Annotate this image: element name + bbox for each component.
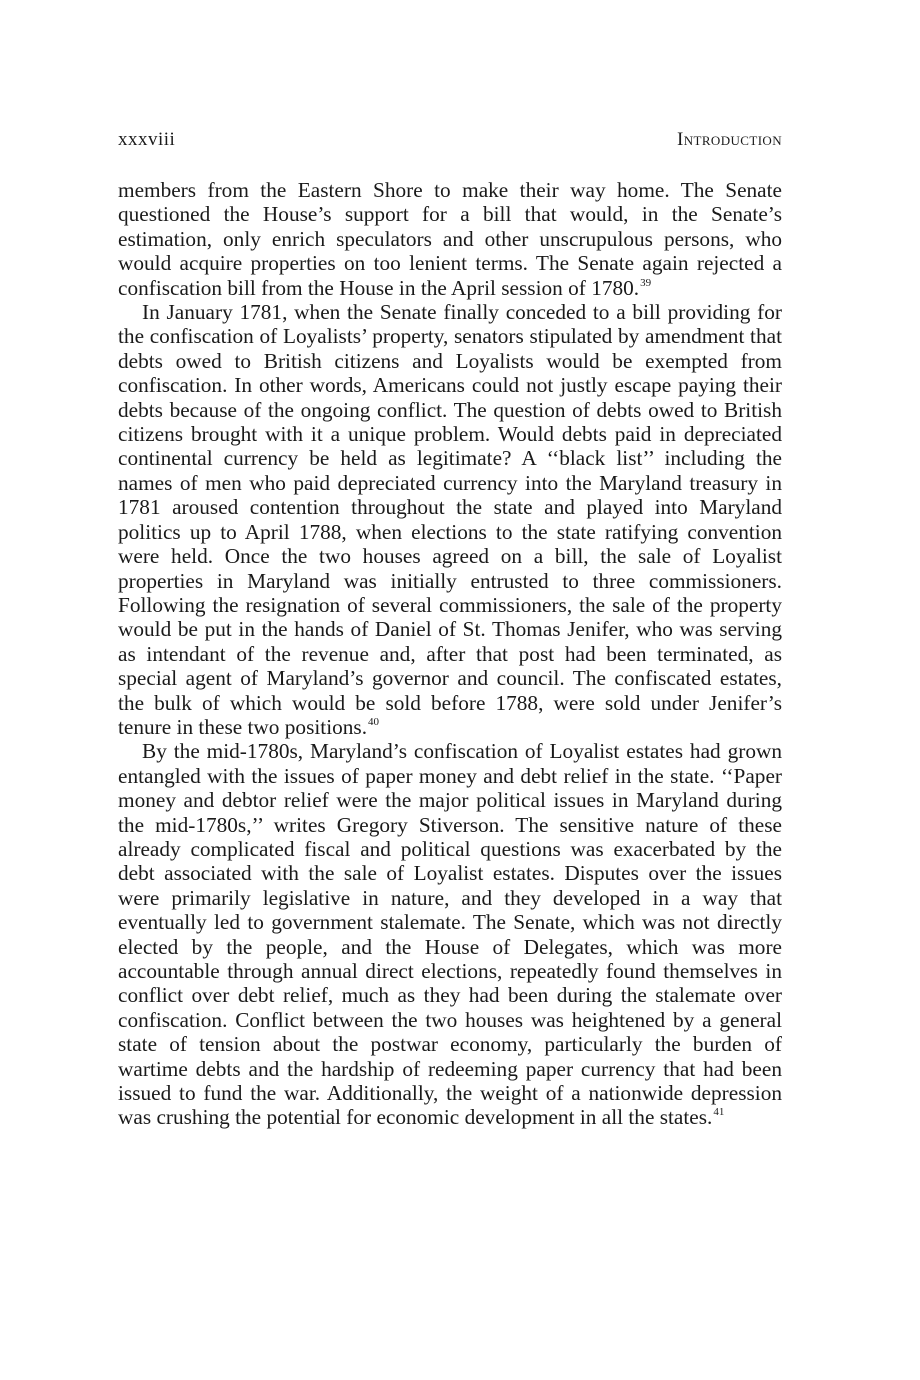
page-number: xxxviii [118, 129, 176, 150]
paragraph-2 [118, 300, 782, 739]
paragraph-3-text: By the mid-1780s, Maryland’s confiscation of Loyalist estates had grown entangled with the issues of paper money and debt relief in the state. ‘‘Paper money and debtor relief were the major political issues in Maryland during the mid-1780s,’’ writes Gregory Stiverson. The sensitive nature of these already complicated fiscal and political questions was exacerbated by the debt associated with the sale of Loyalist estates. Disputes over the issues were primarily legislative in nature, and they developed in a way that eventually led to government stalemate. The Senate, which was not directly elected by the people, and the House of Delegates, which was more accountable through annual direct elections, repeatedly found themselves in conflict over debt relief, much as they had been during the stalemate over confiscation. Conflict between the two houses was heightened by a general state of tension about the postwar economy, particularly the burden of wartime debts and the hardship of redeeming paper currency that had been issued to fund the war. Additionally, the weight of a nationwide depression was crushing the potential for economic development in all the states. [118, 739, 782, 1130]
running-head-title: Introduction [676, 129, 782, 150]
running-head [118, 128, 782, 152]
footnote-ref-39[interactable]: 39 [640, 276, 652, 289]
body-text [118, 178, 782, 1130]
paragraph-1 [118, 178, 782, 300]
paragraph-2-text: In January 1781, when the Senate finally conceded to a bill providing for the confiscation of Loyalists’ property, senators stipulated by amendment that debts owed to British citizens and Loyalists would be exempted from confiscation. In other words, Americans could not justly escape paying their debts because of the ongoing conflict. The question of debts owed to British citizens brought with it a unique problem. Would debts paid in depreciated continental currency be held as legitimate? A ‘‘black list’’ including the names of men who paid depreciated currency into the Maryland treasury in 1781 aroused contention throughout the state and played into Maryland politics up to April 1788, when elections to the state ratifying convention were held. Once the two houses agreed on a bill, the sale of Loyalist properties in Maryland was initially entrusted to three commissioners. Following the resignation of several commissioners, the sale of the property would be put in the hands of Daniel of St. Thomas Jenifer, who was serving as intendant of the revenue and, after that post had been terminated, as special agent of Maryland’s governor and council. The confiscated estates, the bulk of which would be sold before 1788, were sold under Jenifer’s tenure in these two positions. [118, 300, 782, 739]
footnote-ref-40[interactable]: 40 [368, 715, 380, 728]
footnote-ref-41[interactable]: 41 [713, 1106, 725, 1119]
paragraph-3 [118, 739, 782, 1130]
paragraph-1-text: members from the Eastern Shore to make their way home. The Senate questioned the House’s support for a bill that would, in the Senate’s estimation, only enrich speculators and other unscrupulous persons, who would acquire properties on too lenient terms. The Senate again rejected a confiscation bill from the House in the April session of 1780. [118, 178, 782, 300]
book-page [118, 128, 782, 1130]
